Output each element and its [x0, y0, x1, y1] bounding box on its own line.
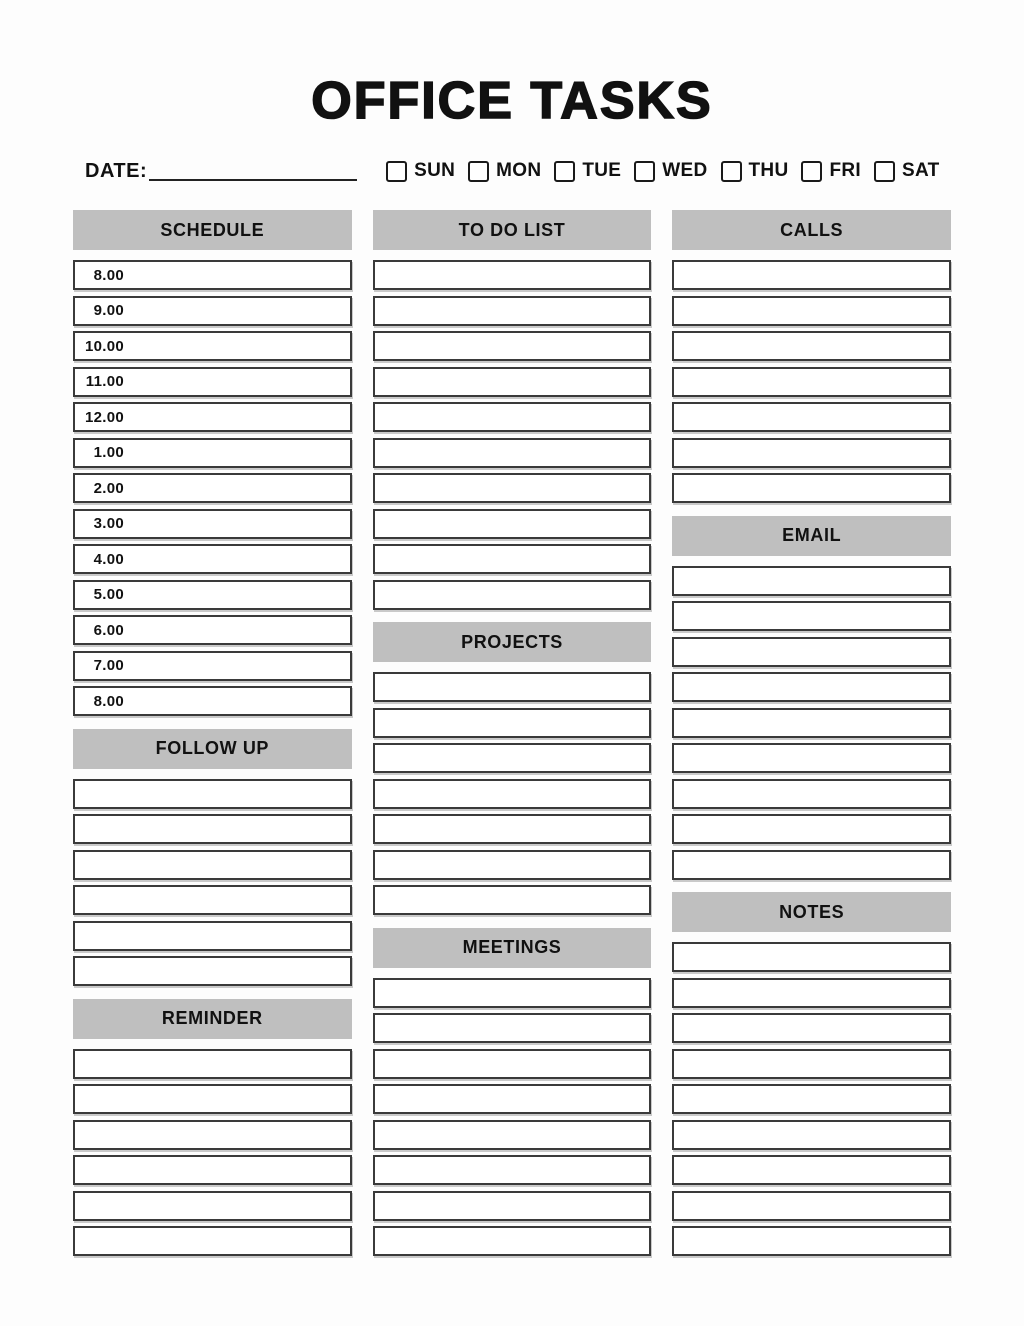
meetings-row-8[interactable] [373, 1226, 652, 1256]
column-right [672, 210, 951, 1262]
schedule-row-12[interactable] [73, 651, 352, 681]
checkbox-sun[interactable] [386, 161, 407, 182]
to-do-list-row-4[interactable] [373, 367, 652, 397]
calls-row-5[interactable] [672, 402, 951, 432]
email-row-5[interactable] [672, 708, 951, 738]
weekday-item-sun [386, 160, 455, 182]
section-calls [672, 210, 951, 509]
to-do-list-row-1[interactable] [373, 260, 652, 290]
schedule-row-label: 8.00 [93, 266, 124, 284]
weekday-label: SAT [901, 160, 940, 181]
section-header-follow-up: FOLLOW UP [73, 729, 352, 769]
date-weekday-row [85, 158, 1024, 184]
reminder-row-1[interactable] [73, 1049, 352, 1079]
page-title: OFFICE TASKS [311, 72, 713, 130]
section-header-projects: PROJECTS [373, 622, 652, 662]
to-do-list-row-6[interactable] [373, 438, 652, 468]
weekday-item-wed [634, 160, 707, 182]
notes-row-6[interactable] [672, 1120, 951, 1150]
to-do-list-row-5[interactable] [373, 402, 652, 432]
section-meetings [373, 928, 652, 1262]
meetings-row-7[interactable] [373, 1191, 652, 1221]
email-row-3[interactable] [672, 637, 951, 667]
schedule-row-label: 9.00 [93, 302, 124, 319]
schedule-row-6[interactable] [73, 438, 352, 468]
email-row-2[interactable] [672, 601, 951, 631]
schedule-row-5[interactable] [73, 402, 352, 432]
meetings-row-4[interactable] [373, 1084, 652, 1114]
section-header-calls: CALLS [672, 210, 951, 250]
projects-row-3[interactable] [373, 743, 652, 773]
section-header-email: EMAIL [672, 516, 951, 556]
notes-row-9[interactable] [672, 1226, 951, 1256]
notes-row-5[interactable] [672, 1084, 951, 1114]
meetings-row-6[interactable] [373, 1155, 652, 1185]
schedule-row-label: 4.00 [93, 550, 124, 568]
schedule-row-11[interactable] [73, 615, 352, 645]
reminder-row-6[interactable] [73, 1226, 352, 1256]
weekday-label: MON [496, 160, 542, 181]
email-row-7[interactable] [672, 779, 951, 809]
calls-row-2[interactable] [672, 296, 951, 326]
weekday-label: WED [662, 160, 708, 181]
follow-up-row-5[interactable] [73, 921, 352, 951]
reminder-row-4[interactable] [73, 1155, 352, 1185]
section-header-to-do-list: TO DO LIST [373, 210, 652, 250]
weekday-item-tue [554, 160, 621, 182]
schedule-row-9[interactable] [73, 544, 352, 574]
meetings-row-1[interactable] [373, 978, 652, 1008]
to-do-list-row-3[interactable] [373, 331, 652, 361]
email-row-1[interactable] [672, 566, 951, 596]
schedule-row-4[interactable] [73, 367, 352, 397]
schedule-row-13[interactable] [73, 686, 352, 716]
checkbox-mon[interactable] [468, 161, 489, 182]
meetings-row-5[interactable] [373, 1120, 652, 1150]
reminder-row-5[interactable] [73, 1191, 352, 1221]
checkbox-thu[interactable] [721, 161, 742, 182]
schedule-row-3[interactable] [73, 331, 352, 361]
schedule-row-label: 7.00 [93, 657, 124, 674]
projects-row-1[interactable] [373, 672, 652, 702]
date-input-line[interactable] [149, 161, 357, 181]
notes-row-7[interactable] [672, 1155, 951, 1185]
reminder-row-3[interactable] [73, 1120, 352, 1150]
schedule-row-label: 5.00 [93, 586, 124, 603]
weekday-item-fri [801, 160, 861, 182]
weekday-label: TUE [582, 160, 622, 181]
section-reminder [73, 999, 352, 1262]
notes-row-4[interactable] [672, 1049, 951, 1079]
schedule-row-label: 6.00 [93, 621, 124, 639]
to-do-list-row-2[interactable] [373, 296, 652, 326]
weekday-item-mon [468, 160, 541, 182]
projects-row-6[interactable] [373, 850, 652, 880]
checkbox-sat[interactable] [874, 161, 895, 182]
schedule-row-label: 10.00 [84, 337, 124, 355]
projects-row-5[interactable] [373, 814, 652, 844]
notes-row-3[interactable] [672, 1013, 951, 1043]
weekday-checkbox-group [386, 160, 939, 182]
calls-row-1[interactable] [672, 260, 951, 290]
section-header-schedule: SCHEDULE [73, 210, 352, 250]
schedule-row-label: 1.00 [93, 444, 124, 461]
section-projects [373, 622, 652, 921]
schedule-row-7[interactable] [73, 473, 352, 503]
section-header-notes: NOTES [672, 892, 951, 932]
weekday-item-thu [721, 160, 789, 182]
schedule-row-1[interactable] [73, 260, 352, 290]
schedule-row-label: 2.00 [93, 479, 124, 497]
checkbox-tue[interactable] [554, 161, 575, 182]
to-do-list-row-9[interactable] [373, 544, 652, 574]
weekday-label: FRI [829, 160, 861, 181]
projects-row-4[interactable] [373, 779, 652, 809]
reminder-row-2[interactable] [73, 1084, 352, 1114]
meetings-row-2[interactable] [373, 1013, 652, 1043]
calls-row-3[interactable] [672, 331, 951, 361]
planner-columns [73, 210, 951, 1262]
column-left [73, 210, 352, 1262]
checkbox-wed[interactable] [634, 161, 655, 182]
follow-up-row-2[interactable] [73, 814, 352, 844]
section-schedule [73, 210, 352, 722]
column-middle [373, 210, 652, 1262]
email-row-4[interactable] [672, 672, 951, 702]
schedule-row-label: 12.00 [84, 408, 124, 426]
weekday-label: SUN [414, 160, 456, 181]
schedule-row-label: 8.00 [93, 692, 124, 710]
notes-row-8[interactable] [672, 1191, 951, 1221]
follow-up-row-1[interactable] [73, 779, 352, 809]
calls-row-6[interactable] [672, 438, 951, 468]
follow-up-row-4[interactable] [73, 885, 352, 915]
schedule-row-label: 11.00 [85, 373, 124, 390]
meetings-row-3[interactable] [373, 1049, 652, 1079]
projects-row-7[interactable] [373, 885, 652, 915]
section-follow-up [73, 729, 352, 992]
notes-row-2[interactable] [672, 978, 951, 1008]
schedule-row-8[interactable] [73, 509, 352, 539]
section-to-do-list [373, 210, 652, 615]
notes-row-1[interactable] [672, 942, 951, 972]
date-label: DATE: [85, 159, 148, 182]
calls-row-4[interactable] [672, 367, 951, 397]
weekday-item-sat [874, 160, 940, 182]
email-row-6[interactable] [672, 743, 951, 773]
email-row-8[interactable] [672, 814, 951, 844]
email-row-9[interactable] [672, 850, 951, 880]
weekday-label: THU [748, 160, 789, 181]
to-do-list-row-7[interactable] [373, 473, 652, 503]
follow-up-row-6[interactable] [73, 956, 352, 986]
to-do-list-row-10[interactable] [373, 580, 652, 610]
schedule-row-label: 3.00 [93, 515, 124, 532]
section-email [672, 516, 951, 886]
schedule-row-10[interactable] [73, 580, 352, 610]
follow-up-row-3[interactable] [73, 850, 352, 880]
section-header-meetings: MEETINGS [373, 928, 652, 968]
checkbox-fri[interactable] [801, 161, 822, 182]
section-header-reminder: REMINDER [73, 999, 352, 1039]
section-notes [672, 892, 951, 1262]
projects-row-2[interactable] [373, 708, 652, 738]
calls-row-7[interactable] [672, 473, 951, 503]
schedule-row-2[interactable] [73, 296, 352, 326]
to-do-list-row-8[interactable] [373, 509, 652, 539]
